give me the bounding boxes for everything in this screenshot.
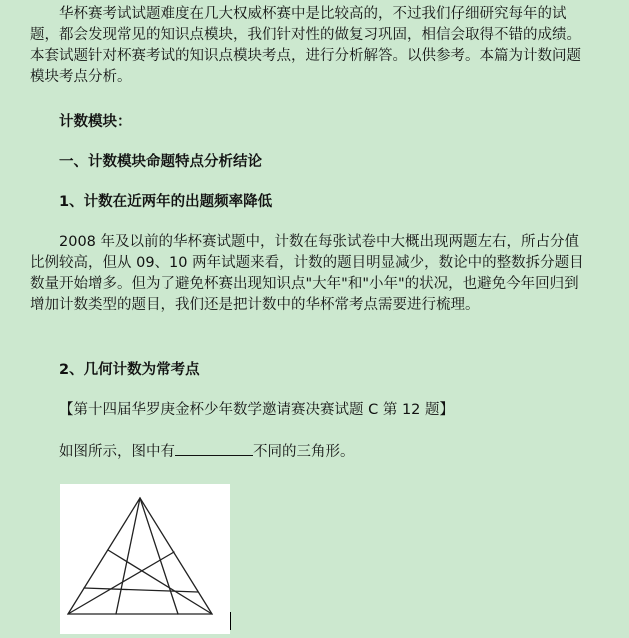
triangle-diagram: [60, 484, 230, 634]
subsection-1-title: 1、计数在近两年的出题频率降低: [59, 194, 273, 210]
cross-line: [84, 588, 198, 592]
triangle-figure: [60, 484, 230, 634]
module-title: 计数模块：: [59, 114, 132, 130]
cevian-line: [140, 498, 178, 614]
intro-paragraph: 华杯赛考试试题难度在几大权威杯赛中是比较高的，不过我们仔细研究每年的试题，都会发现常见的知识点模块，我们针对性的做复习巩固，相信会取得不错的成绩。本套试题针对杯赛考试的知识点模块考点，进行分析解答。以供参考。本篇为计数问题模块考点分析。: [30, 6, 581, 85]
section-title: 一、计数模块命题特点分析结论: [59, 154, 262, 170]
subsection-2-title: 2、几何计数为常考点: [59, 362, 200, 378]
cevian-line: [68, 552, 174, 614]
question-text: [30, 442, 590, 463]
outer-triangle: [68, 498, 212, 614]
problem-source: 【第十四届华罗庚金杯少年数学邀请赛决赛试题 C 第 12 题】: [59, 402, 455, 418]
subsection-1-body: 2008 年及以前的华杯赛试题中，计数在每张试卷中大概出现两题左右，所占分值比例较高，但从 09、10 两年试题来看，计数的题目明显减少，数论中的整数拆分题目数量开始增多。但为了避免杯赛出现知识点"大年"和"小年"的状况，也避免今年回归到增加计数类型的题目，我们还是把计数中的华杯常考点需要进行梳理。: [30, 234, 584, 313]
cevian-line: [116, 498, 140, 614]
answer-blank[interactable]: [175, 443, 253, 456]
question-prefix: 如图所示，图中有: [59, 444, 175, 460]
text-cursor: [230, 612, 231, 630]
question-suffix: 不同的三角形。: [253, 444, 355, 460]
